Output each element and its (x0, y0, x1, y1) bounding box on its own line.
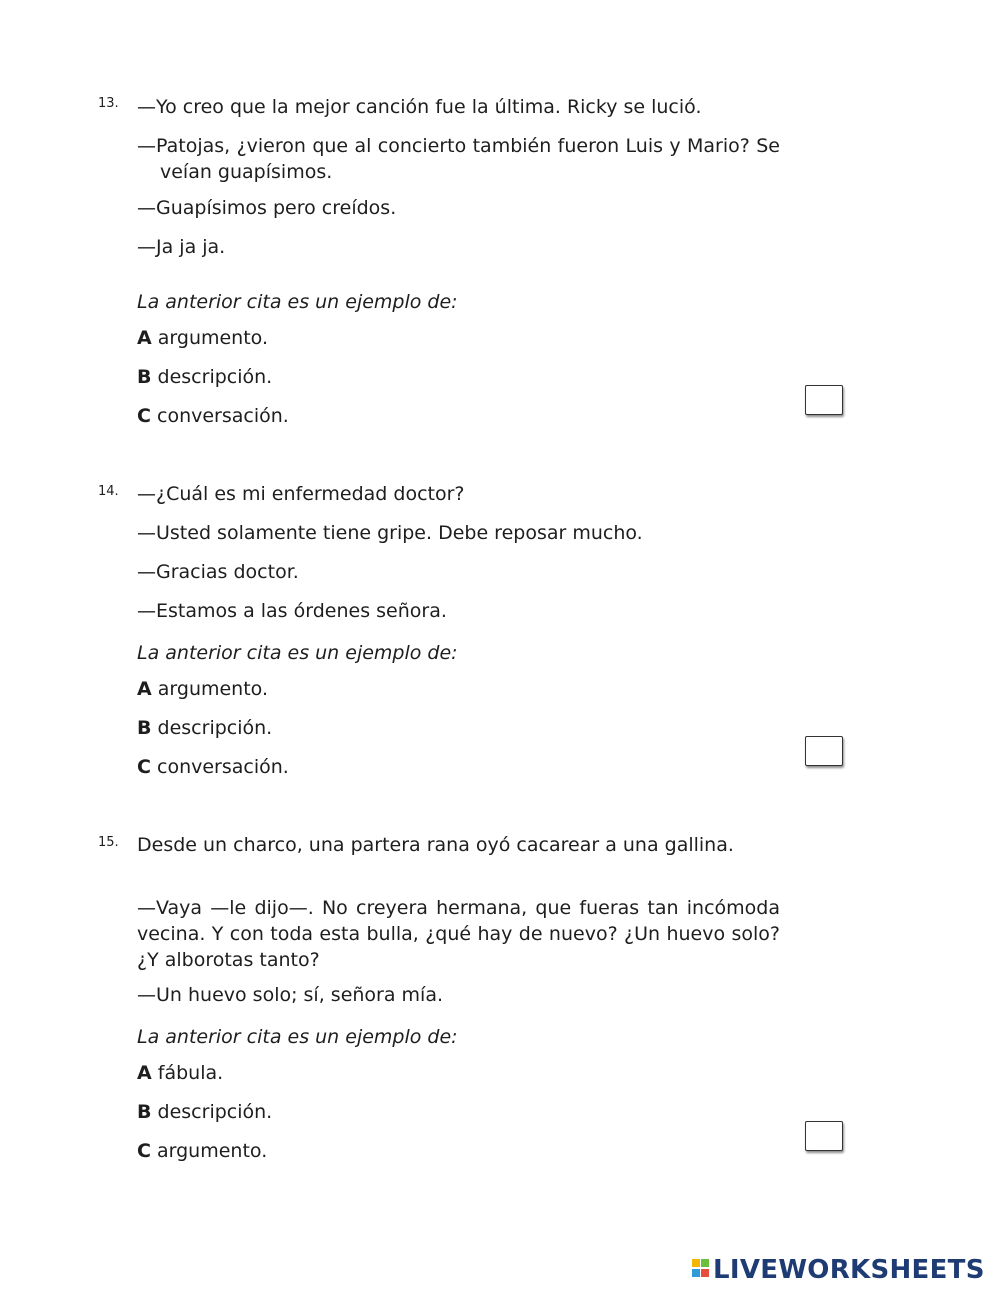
option-text: conversación. (157, 756, 289, 778)
answer-box[interactable] (805, 1121, 843, 1151)
question-number: 14. (98, 484, 119, 499)
option-b (137, 364, 780, 390)
option-letter: C (137, 756, 151, 778)
option-text: descripción. (157, 717, 273, 739)
option-letter: B (137, 366, 152, 388)
question-prompt: La anterior cita es un ejemplo de: (137, 642, 458, 664)
question-prompt: La anterior cita es un ejemplo de: (137, 1026, 458, 1048)
option-text: descripción. (157, 1101, 273, 1123)
option-b (137, 1099, 780, 1125)
dialogue-line: —Guapísimos pero creídos. (137, 197, 397, 219)
option-c (137, 754, 780, 780)
option-letter: A (137, 1062, 152, 1084)
option-a (137, 1060, 780, 1086)
option-a (137, 325, 780, 351)
option-c (137, 1138, 780, 1164)
dialogue-line: —Estamos a las órdenes señora. (137, 600, 447, 622)
question-prompt: La anterior cita es un ejemplo de: (137, 291, 458, 313)
option-letter: B (137, 1101, 152, 1123)
option-letter: A (137, 327, 152, 349)
logo-text: LIVEWORKSHEETS (713, 1255, 985, 1285)
liveworksheets-logo (692, 1255, 992, 1285)
dialogue-line: —¿Cuál es mi enfermedad doctor? (137, 483, 465, 505)
dialogue-line: —Gracias doctor. (137, 561, 299, 583)
option-text: conversación. (157, 405, 289, 427)
dialogue-line: —Yo creo que la mejor canción fue la última. Ricky se lució. (137, 96, 702, 118)
option-a (137, 676, 780, 702)
option-c (137, 403, 780, 429)
option-letter: A (137, 678, 152, 700)
dialogue-line: —Ja ja ja. (137, 236, 226, 258)
dialogue-line: —Un huevo solo; sí, señora mía. (137, 984, 444, 1006)
option-letter: C (137, 1140, 151, 1162)
answer-box[interactable] (805, 385, 843, 415)
option-text: descripción. (157, 366, 273, 388)
logo-tile (692, 1259, 700, 1267)
dialogue-line: —Patojas, ¿vieron que al concierto también fueron Luis y Mario? Se veían guapísimos. (137, 135, 780, 183)
answer-box[interactable] (805, 736, 843, 766)
question-number: 15. (98, 835, 119, 850)
dialogue-line: —Usted solamente tiene gripe. Debe reposar mucho. (137, 522, 643, 544)
logo-tile (692, 1269, 700, 1277)
option-text: argumento. (157, 678, 269, 700)
dialogue-line: —Vaya —le dijo—. No creyera hermana, que fueras tan incómoda vecina. Y con toda esta bulla, ¿qué hay de nuevo? ¿Un huevo solo? ¿Y alborotas tanto? (137, 897, 780, 971)
option-text: fábula. (157, 1062, 224, 1084)
option-b (137, 715, 780, 741)
narrative-line: Desde un charco, una partera rana oyó cacarear a una gallina. (137, 834, 734, 856)
question-number: 13. (98, 96, 119, 111)
option-letter: C (137, 405, 151, 427)
option-text: argumento. (157, 1140, 268, 1162)
option-text: argumento. (157, 327, 269, 349)
option-letter: B (137, 717, 152, 739)
logo-tile (701, 1259, 709, 1267)
logo-tile (701, 1269, 709, 1277)
